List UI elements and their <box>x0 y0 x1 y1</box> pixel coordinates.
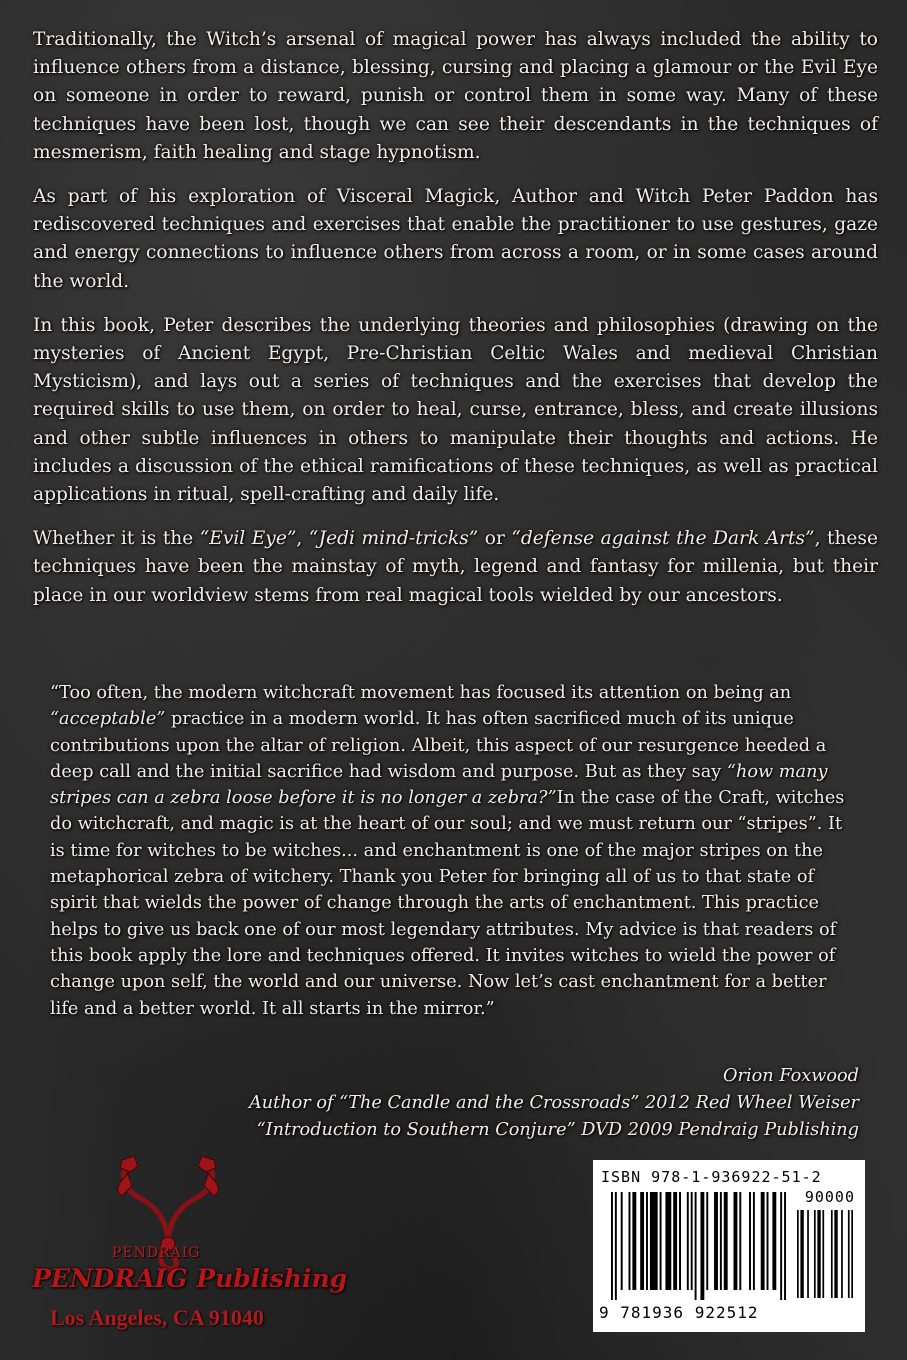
quote-part-1: “Too often, the modern witchcraft movement has focused its attention on being an <box>50 683 792 703</box>
ean-digits: 9 781936 922512 <box>599 1303 759 1322</box>
barcode-bar <box>848 1210 850 1298</box>
barcode-bar <box>761 1192 765 1290</box>
price-code: 90000 <box>804 1188 855 1206</box>
barcode-bar <box>834 1210 837 1298</box>
barcode-bar <box>621 1192 623 1290</box>
blurb-paragraph-3: In this book, Peter describes the underlying theories and philosophies (drawing on the mysteries of Ancient Egypt, Pre-Christian Celtic Wales and medieval Christian Mysticism), and lays out a series of techniques and the exercises that develop the required skills to use them, on order to heal, curse, entrance, bless, and create illusions and other subtle influences in others to manipulate their thoughts and actions. He includes a discussion of the ethical ramifications of these techniques, as well as practical applications in ritual, spell-crafting and daily life. <box>33 314 878 506</box>
attribution-credit-2: “Introduction to Southern Conjure” DVD 2009 Pendraig Publishing <box>256 1120 859 1140</box>
barcode-bar <box>720 1192 722 1290</box>
blurb-p4-end: , these techniques have been the mainstay of myth, legend and fantasy for millenia, but their place in our worldview stems from real magical tools wielded by our ancestors. <box>33 528 878 606</box>
publisher-name: PENDRAIG Publishing <box>32 1264 348 1293</box>
attribution-name: Orion Foxwood <box>723 1066 859 1086</box>
barcode-bar <box>814 1210 816 1298</box>
quote-part-3: In the case of the Craft, witches do witchcraft, and magic is at the heart of our soul; and we must return our “stripes”. It is time for witches to be witches... and enchantment is one of the major stripes on the metaphorical zebra of witchery. Thank you Peter for bringing all of us to that state of spirit that wields the power of change through the arts of enchantment. This practice helps to give us back one of our most legendary attributes. My advice is that readers of this book apply the lore and techniques offered. It invites witches to wield the power of change upon self, the world and our universe. Now let’s cast enchantment for a better life and a better world. It all starts in the mirror.” <box>50 788 845 1019</box>
barcode-bar <box>822 1210 824 1298</box>
barcode-bar <box>817 1210 820 1298</box>
barcode-bar <box>629 1192 631 1290</box>
ean-barcode-bars <box>611 1192 786 1300</box>
barcode-bar <box>611 1192 613 1300</box>
barcode-bar <box>646 1192 648 1290</box>
barcode-bar <box>734 1192 738 1290</box>
quote-attribution <box>139 1063 859 1144</box>
barcode-bar <box>807 1210 809 1298</box>
barcode-bar <box>784 1192 786 1300</box>
publisher-city: Los Angeles, CA 91040 <box>50 1305 264 1330</box>
barcode-bar <box>841 1210 843 1298</box>
attribution-credit-1: Author of “The Candle and the Crossroads” 2012 Red Wheel Weiser <box>248 1093 859 1113</box>
barcode-bar <box>691 1192 693 1290</box>
isbn-barcode <box>593 1160 865 1332</box>
quote-part-2: practice in a modern world. It has often sacrificed much of its unique contributions upon the altar of religion. Albeit, this aspect of our resurgence heeded a deep call and the initial sacrifice had wisdom and purpose. But as they say <box>50 709 827 782</box>
quote-emphasis-zebra: “how many stripes can a zebra loose before it is no longer a zebra?” <box>50 761 828 809</box>
barcode-bar <box>800 1210 803 1298</box>
blurb-paragraph-1: Traditionally, the Witch’s arsenal of magical power has always included the ability to influence others from a distance, blessing, cursing and placing a glamour or the Evil Eye on someone in order to reward, punish or control them in some way. Many of these techniques have been lost, though we can see their descendants in the techniques of mesmerism, faith healing and stage hypnotism. <box>33 29 878 163</box>
barcode-bar <box>687 1192 689 1290</box>
barcode-bar <box>753 1192 755 1290</box>
blurb-p4-sep1: , <box>296 528 309 550</box>
barcode-bar <box>665 1192 671 1290</box>
barcode-bar <box>700 1192 704 1300</box>
blurb-p4-sep2: or <box>478 528 512 550</box>
barcode-bar <box>615 1192 617 1300</box>
barcode-bar <box>831 1210 833 1298</box>
barcode-bar <box>797 1210 799 1298</box>
barcode-bar <box>851 1210 853 1298</box>
barcode-bar <box>706 1192 708 1290</box>
barcode-bar <box>650 1192 658 1290</box>
barcode-bar <box>767 1192 769 1290</box>
barcode-bar <box>673 1192 677 1290</box>
publisher-small-name: PENDRAIG <box>112 1245 201 1261</box>
blurb <box>33 26 878 626</box>
blurb-paragraph-2: As part of his exploration of Visceral Magick, Author and Witch Peter Paddon has rediscovered techniques and exercises that enable the practitioner to use gestures, gaze and energy connections to influence others from across a room, or in some cases around the world. <box>33 186 878 292</box>
jedi-phrase: “Jedi mind-tricks” <box>308 528 479 550</box>
barcode-bar <box>739 1192 741 1290</box>
quote-emphasis-acceptable: “acceptable” <box>50 709 166 730</box>
dark-arts-phrase: “defense against the Dark Arts” <box>511 528 815 550</box>
barcode-bar <box>772 1192 776 1290</box>
addon-barcode-bars <box>797 1210 853 1308</box>
barcode-bar <box>640 1192 644 1290</box>
barcode-bar <box>780 1192 782 1300</box>
barcode-bar <box>679 1192 681 1290</box>
testimonial-quote <box>50 680 860 1022</box>
barcode-bar <box>660 1192 662 1290</box>
evil-eye-phrase: “Evil Eye” <box>199 528 297 550</box>
barcode-bar <box>695 1192 697 1300</box>
publisher-logo <box>28 1150 348 1350</box>
blurb-paragraph-4 <box>33 525 878 610</box>
barcode-bar <box>714 1192 718 1290</box>
barcode-bar <box>632 1192 636 1290</box>
barcode-bar <box>749 1192 751 1290</box>
isbn-label: ISBN 978-1-936922-51-2 <box>601 1168 822 1186</box>
barcode-bar <box>724 1192 728 1290</box>
blurb-p4-start: Whether it is the <box>33 528 200 550</box>
